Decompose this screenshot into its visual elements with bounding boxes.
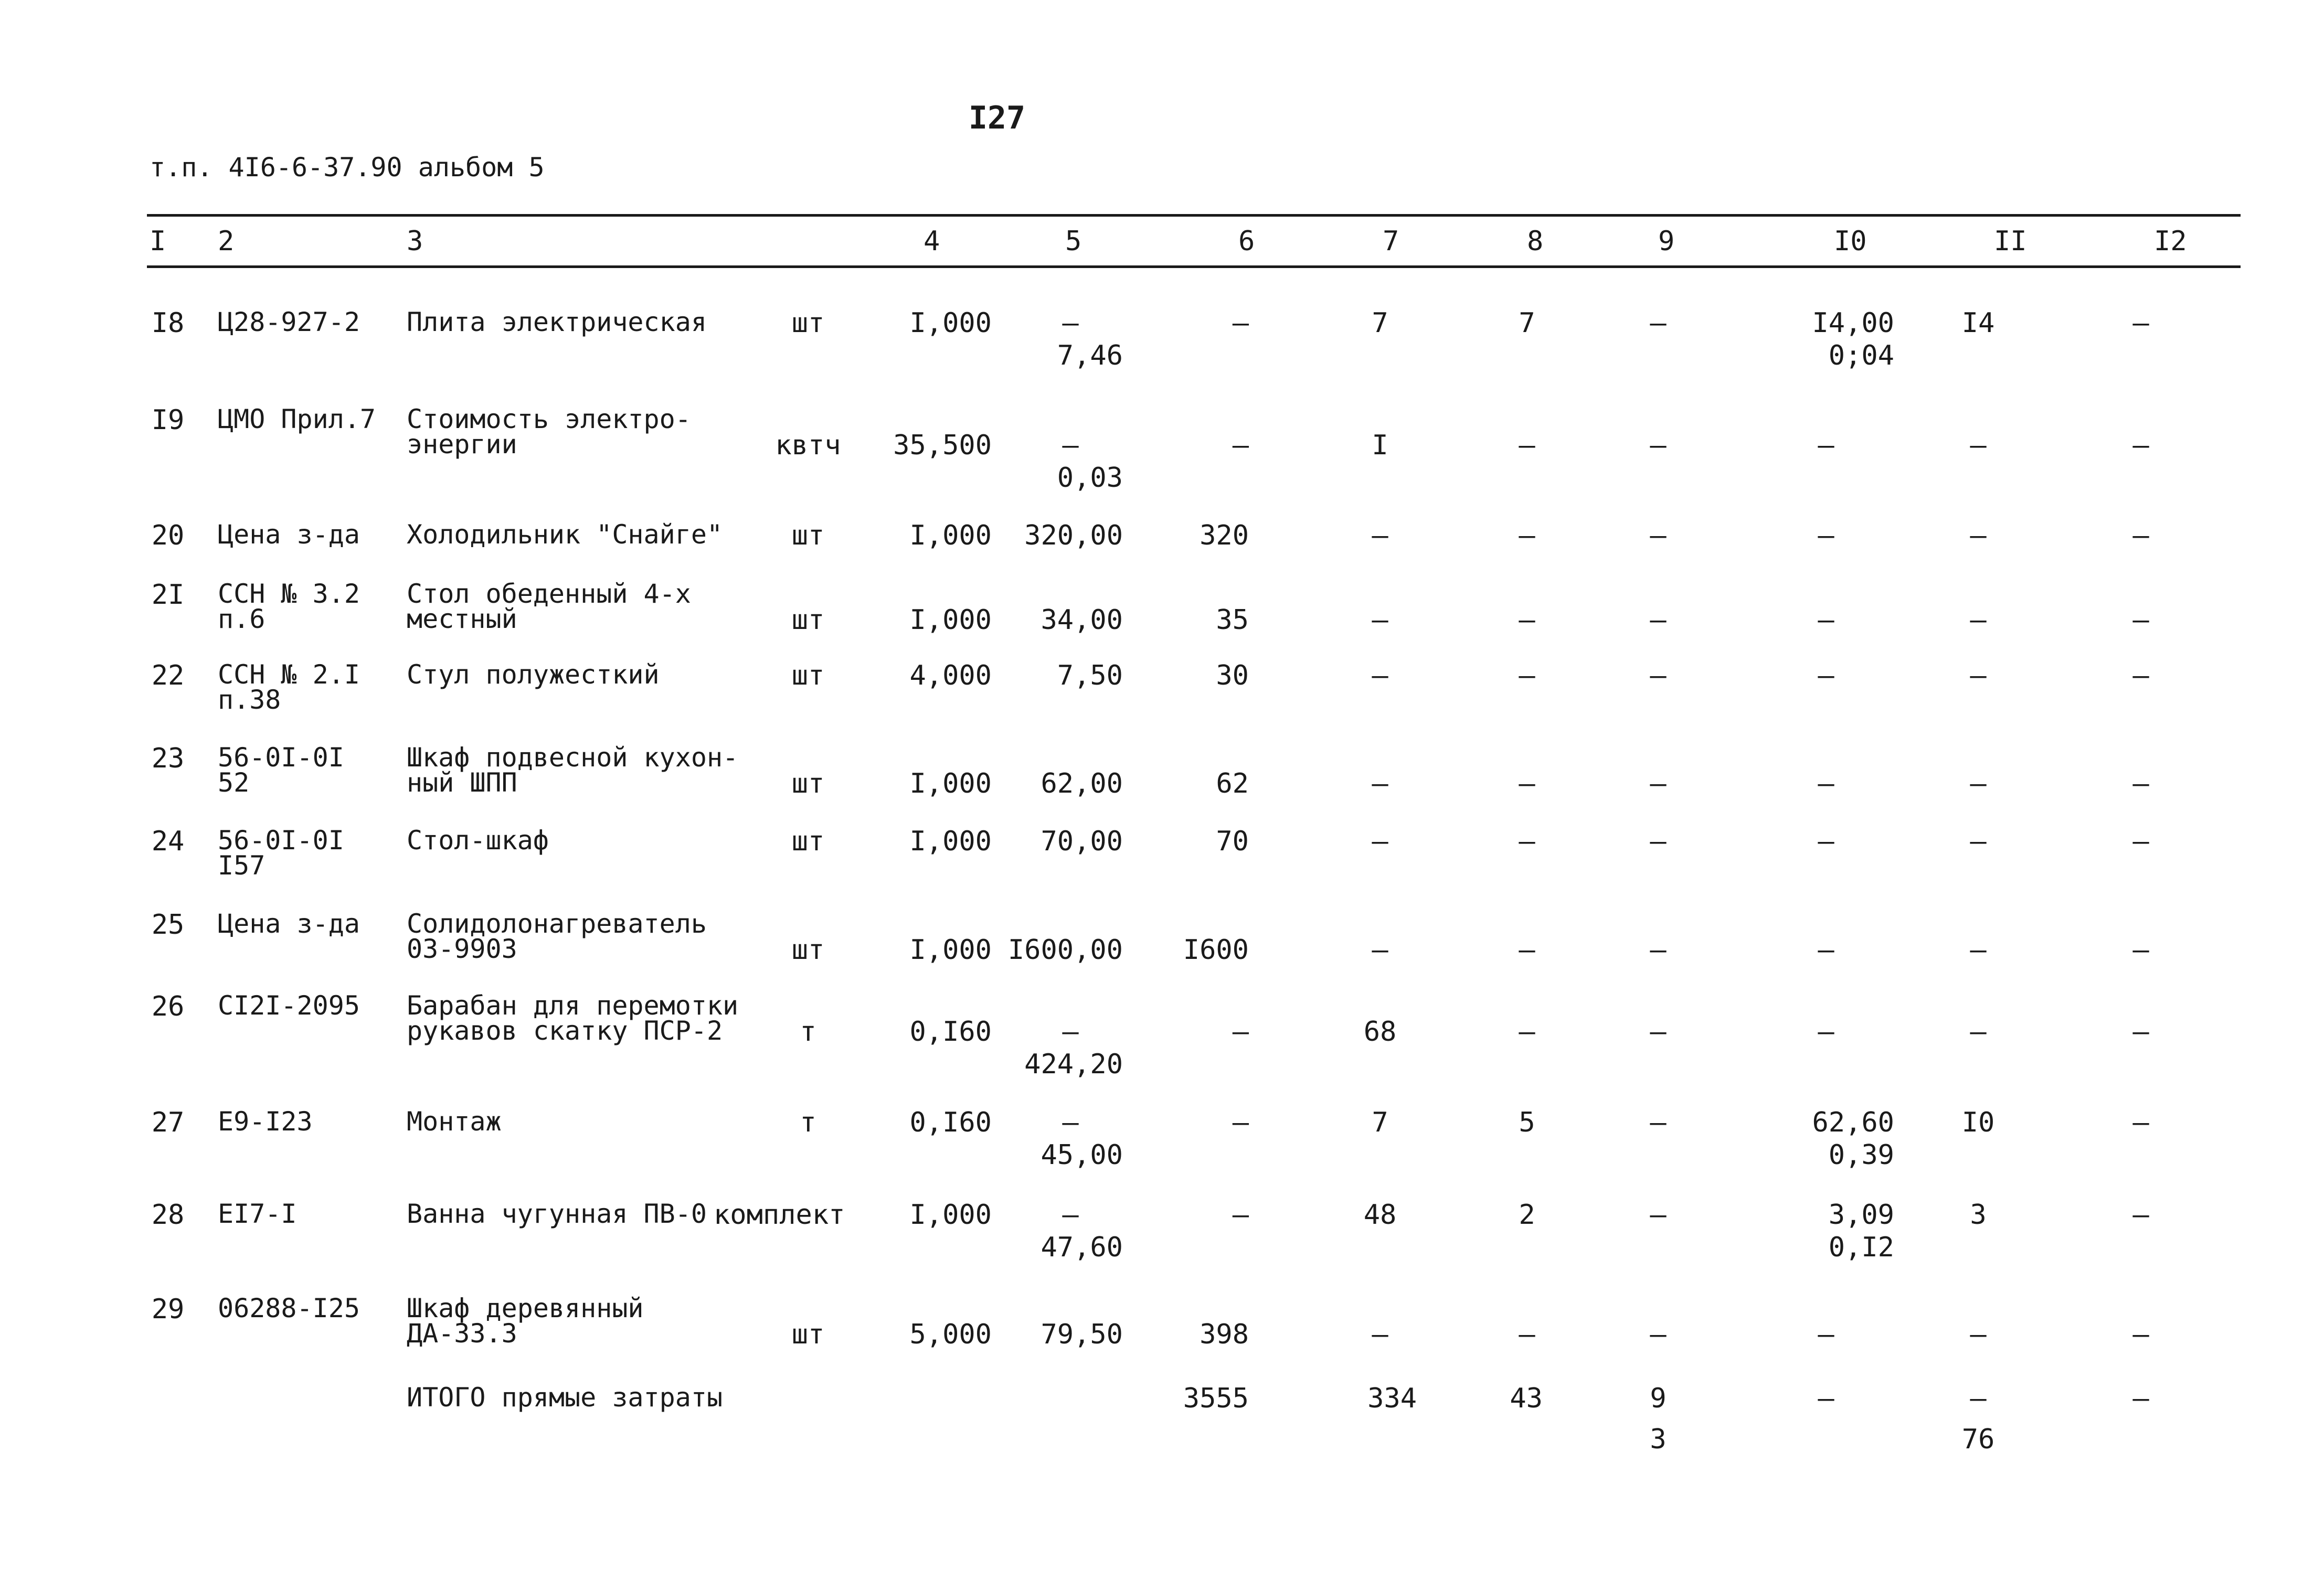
row-col8: – — [1519, 768, 1535, 799]
row-col7: – — [1372, 934, 1388, 966]
row-col7: 48 — [1363, 1199, 1397, 1231]
row-col6: – — [1232, 307, 1249, 339]
row-name: Стол обеденный 4-х — [407, 579, 691, 609]
row-col9: – — [1650, 1199, 1667, 1231]
row-quantity: I,000 — [909, 826, 992, 857]
row-number: 2I — [151, 579, 185, 611]
row-quantity: I,000 — [909, 520, 992, 551]
row-col10: – — [1818, 430, 1834, 461]
row-name: ДА-33.3 — [407, 1318, 517, 1349]
row-col12: – — [2132, 1319, 2149, 1350]
row-col10: – — [1818, 1016, 1834, 1048]
row-quantity: 35,500 — [893, 430, 992, 461]
row-col8: – — [1519, 1016, 1535, 1048]
row-col8: – — [1519, 520, 1535, 551]
row-name: местный — [407, 604, 517, 634]
row-col7: – — [1372, 826, 1388, 857]
row-col7: I — [1372, 430, 1388, 461]
row-col8: – — [1519, 934, 1535, 966]
row-col5: 320,00 — [1024, 520, 1123, 551]
row-col10: 0,39 — [1828, 1139, 1894, 1171]
column-header-9: 9 — [1658, 226, 1675, 257]
row-code: 52 — [218, 767, 250, 798]
row-col11: – — [1970, 768, 1987, 799]
row-col11: I4 — [1961, 307, 1995, 339]
row-number: 26 — [151, 991, 185, 1022]
row-quantity: 4,000 — [909, 660, 992, 691]
row-col9: – — [1650, 1016, 1667, 1048]
total-col10: – — [1818, 1383, 1834, 1414]
row-col8: 2 — [1519, 1199, 1535, 1231]
row-quantity: I,000 — [909, 934, 992, 966]
row-name: Ванна чугунная ПВ-0 — [407, 1199, 707, 1229]
column-header-4: 4 — [924, 226, 940, 257]
row-col10: 3,09 — [1828, 1199, 1894, 1231]
total-col9: 9 — [1650, 1383, 1667, 1414]
row-col6: 30 — [1216, 660, 1249, 691]
row-col12: – — [2132, 934, 2149, 966]
row-col7: – — [1372, 1319, 1388, 1350]
row-col6: – — [1232, 1199, 1249, 1231]
row-col12: – — [2132, 768, 2149, 799]
row-name: 03-9903 — [407, 934, 517, 964]
row-name: ный ШПП — [407, 767, 517, 798]
row-quantity: 0,I60 — [909, 1107, 992, 1138]
column-header-5: 5 — [1065, 226, 1082, 257]
row-unit: шт — [791, 520, 825, 551]
row-col10: – — [1818, 934, 1834, 966]
total-label: ИТОГО прямые затраты — [407, 1382, 723, 1413]
row-col12: – — [2132, 430, 2149, 461]
row-col5: – — [1062, 1016, 1079, 1048]
page-number: I27 — [968, 100, 1026, 136]
row-col9: – — [1650, 826, 1667, 857]
row-col5: 424,20 — [1024, 1049, 1123, 1080]
row-col6: 70 — [1216, 826, 1249, 857]
row-col10: 62,60 — [1812, 1107, 1894, 1138]
row-code: Цена з-да — [218, 909, 360, 939]
row-col8: – — [1519, 604, 1535, 636]
column-header-6: 6 — [1238, 226, 1255, 257]
row-col7: 7 — [1372, 1107, 1388, 1138]
column-header-8: 8 — [1527, 226, 1544, 257]
row-col6: 398 — [1200, 1319, 1249, 1350]
table-header-rule — [147, 265, 2241, 268]
row-col9: – — [1650, 1107, 1667, 1138]
row-name: энергии — [407, 429, 517, 460]
row-col5: – — [1062, 430, 1079, 461]
row-col9: – — [1650, 934, 1667, 966]
row-col5: 7,46 — [1057, 340, 1123, 371]
total-col6: 3555 — [1183, 1383, 1249, 1414]
row-col10: 0,I2 — [1828, 1232, 1894, 1263]
row-quantity: I,000 — [909, 768, 992, 799]
row-col11: – — [1970, 1016, 1987, 1048]
row-col10: – — [1818, 826, 1834, 857]
row-col11: – — [1970, 934, 1987, 966]
row-col7: – — [1372, 604, 1388, 636]
row-name: Шкаф деревянный — [407, 1293, 644, 1323]
column-header-3: 3 — [407, 226, 423, 257]
row-number: 24 — [151, 826, 185, 857]
row-code: Цена з-да — [218, 519, 360, 550]
total-col9: 3 — [1650, 1424, 1667, 1455]
row-col11: – — [1970, 520, 1987, 551]
row-col8: – — [1519, 660, 1535, 691]
row-col8: 7 — [1519, 307, 1535, 339]
row-col10: – — [1818, 1319, 1834, 1350]
row-col12: – — [2132, 826, 2149, 857]
row-code: п.38 — [218, 685, 281, 715]
row-col5: I600,00 — [1007, 934, 1123, 966]
row-col5: 79,50 — [1041, 1319, 1123, 1350]
row-col5: – — [1062, 1107, 1079, 1138]
row-unit: шт — [791, 826, 825, 857]
row-unit: комплект — [714, 1199, 845, 1231]
row-col6: 320 — [1200, 520, 1249, 551]
row-col6: 35 — [1216, 604, 1249, 636]
row-unit: т — [800, 1016, 816, 1048]
row-col11: – — [1970, 826, 1987, 857]
column-header-11: II — [1994, 226, 2027, 257]
row-number: I8 — [151, 307, 185, 339]
row-number: I9 — [151, 404, 185, 436]
row-code: 56-0I-0I — [218, 742, 344, 773]
total-col11: 76 — [1961, 1424, 1995, 1455]
row-quantity: 0,I60 — [909, 1016, 992, 1048]
row-col9: – — [1650, 768, 1667, 799]
row-quantity: 5,000 — [909, 1319, 992, 1350]
row-code: I57 — [218, 850, 266, 881]
row-col11: – — [1970, 660, 1987, 691]
column-header-10: I0 — [1834, 226, 1867, 257]
row-name: Стоимость электро- — [407, 404, 691, 434]
column-header-7: 7 — [1383, 226, 1399, 257]
row-name: Монтаж — [407, 1106, 502, 1137]
row-col12: – — [2132, 307, 2149, 339]
row-col6: – — [1232, 430, 1249, 461]
total-col8: 43 — [1510, 1383, 1543, 1414]
row-code: 56-0I-0I — [218, 825, 344, 856]
row-col8: – — [1519, 826, 1535, 857]
row-name: Стол-шкаф — [407, 825, 549, 856]
row-name: Солидолонагреватель — [407, 909, 707, 939]
row-col5: 62,00 — [1041, 768, 1123, 799]
row-unit: квтч — [775, 430, 841, 461]
row-code: 06288-I25 — [218, 1293, 360, 1323]
column-header-12: I2 — [2154, 226, 2187, 257]
row-col7: 7 — [1372, 307, 1388, 339]
row-col6: – — [1232, 1016, 1249, 1048]
row-col12: – — [2132, 604, 2149, 636]
row-col11: 3 — [1970, 1199, 1987, 1231]
row-col9: – — [1650, 307, 1667, 339]
row-name: Шкаф подвесной кухон- — [407, 742, 739, 773]
row-col12: – — [2132, 660, 2149, 691]
row-unit: т — [800, 1107, 816, 1138]
row-name: Стул полужесткий — [407, 659, 660, 690]
row-code: Ц28-927-2 — [218, 307, 360, 337]
row-col5: – — [1062, 1199, 1079, 1231]
row-number: 29 — [151, 1294, 185, 1325]
row-number: 28 — [151, 1199, 185, 1231]
row-col6: 62 — [1216, 768, 1249, 799]
row-col9: – — [1650, 520, 1667, 551]
row-col5: 34,00 — [1041, 604, 1123, 636]
row-col10: – — [1818, 768, 1834, 799]
row-col5: 7,50 — [1057, 660, 1123, 691]
row-col11: – — [1970, 604, 1987, 636]
row-code: п.6 — [218, 604, 266, 634]
total-col12: – — [2132, 1383, 2149, 1414]
row-col5: 0,03 — [1057, 462, 1123, 494]
row-col10: I4,00 — [1812, 307, 1894, 339]
row-code: Е9-I23 — [218, 1106, 313, 1137]
row-col12: – — [2132, 520, 2149, 551]
column-header-1: I — [150, 226, 166, 257]
row-quantity: I,000 — [909, 1199, 992, 1231]
row-col5: 45,00 — [1041, 1139, 1123, 1171]
row-number: 22 — [151, 660, 185, 691]
row-name: Холодильник "Снайге" — [407, 519, 723, 550]
row-unit: шт — [791, 1319, 825, 1350]
row-name: Барабан для перемотки — [407, 990, 739, 1021]
row-col8: – — [1519, 430, 1535, 461]
row-col5: 70,00 — [1041, 826, 1123, 857]
row-code: ССН № 2.I — [218, 659, 360, 690]
row-col8: 5 — [1519, 1107, 1535, 1138]
row-unit: шт — [791, 604, 825, 636]
row-name: рукавов скатку ПСР-2 — [407, 1016, 723, 1046]
total-col7: 334 — [1367, 1383, 1417, 1414]
row-col10: – — [1818, 660, 1834, 691]
row-col12: – — [2132, 1016, 2149, 1048]
row-col7: – — [1372, 768, 1388, 799]
row-number: 27 — [151, 1107, 185, 1138]
total-col11: – — [1970, 1383, 1987, 1414]
row-col6: – — [1232, 1107, 1249, 1138]
row-col8: – — [1519, 1319, 1535, 1350]
row-col12: – — [2132, 1199, 2149, 1231]
row-unit: шт — [791, 307, 825, 339]
row-col11: I0 — [1961, 1107, 1995, 1138]
row-col7: – — [1372, 520, 1388, 551]
row-code: ЕI7-I — [218, 1199, 297, 1229]
row-unit: шт — [791, 660, 825, 691]
row-col7: 68 — [1363, 1016, 1397, 1048]
row-unit: шт — [791, 768, 825, 799]
row-col6: I600 — [1183, 934, 1249, 966]
row-col10: 0;04 — [1828, 340, 1894, 371]
row-col9: – — [1650, 604, 1667, 636]
row-number: 20 — [151, 520, 185, 551]
table-top-rule — [147, 214, 2241, 217]
row-col12: – — [2132, 1107, 2149, 1138]
document-reference: т.п. 4I6-6-37.90 альбом 5 — [150, 152, 545, 183]
row-code: CI2I-2095 — [218, 990, 360, 1021]
column-header-2: 2 — [218, 226, 235, 257]
row-col9: – — [1650, 430, 1667, 461]
row-code: ССН № 3.2 — [218, 579, 360, 609]
row-name: Плита электрическая — [407, 307, 707, 337]
row-col10: – — [1818, 520, 1834, 551]
row-col9: – — [1650, 1319, 1667, 1350]
row-col11: – — [1970, 430, 1987, 461]
row-col11: – — [1970, 1319, 1987, 1350]
row-code: ЦМО Прил.7 — [218, 404, 376, 434]
row-col7: – — [1372, 660, 1388, 691]
row-unit: шт — [791, 934, 825, 966]
row-col5: – — [1062, 307, 1079, 339]
row-number: 23 — [151, 743, 185, 774]
row-number: 25 — [151, 909, 185, 941]
row-col5: 47,60 — [1041, 1232, 1123, 1263]
row-col9: – — [1650, 660, 1667, 691]
row-quantity: I,000 — [909, 307, 992, 339]
row-col10: – — [1818, 604, 1834, 636]
row-quantity: I,000 — [909, 604, 992, 636]
